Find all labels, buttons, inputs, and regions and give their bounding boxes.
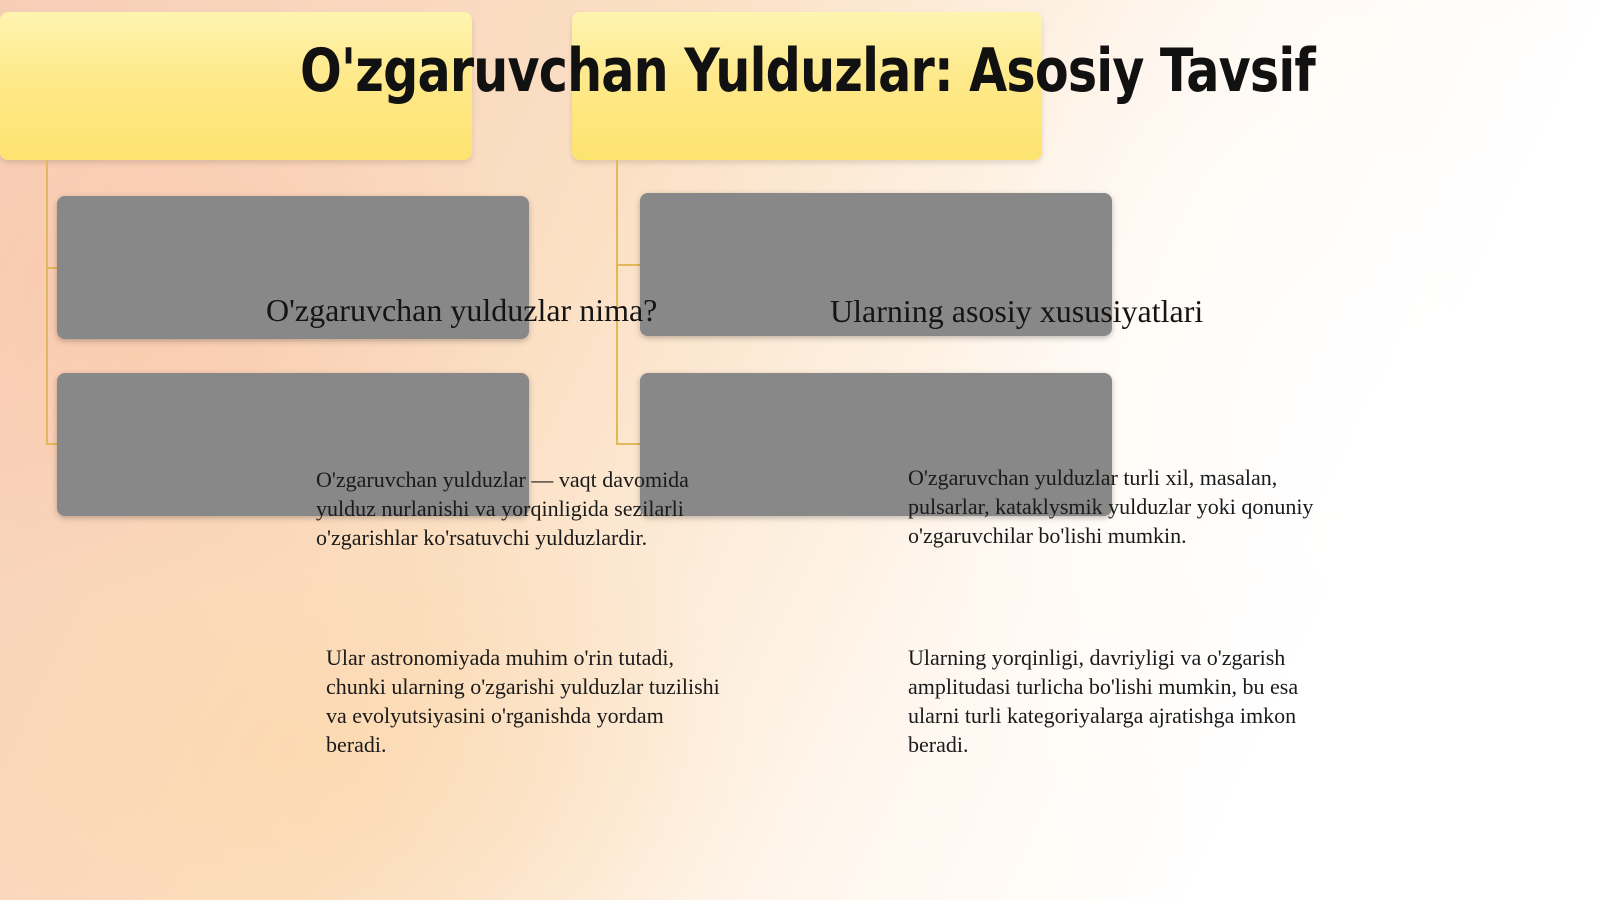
left-column-heading: O'zgaruvchan yulduzlar nima? xyxy=(266,292,658,328)
right-connector-branch-top xyxy=(616,264,640,266)
right-connector-branch-bottom xyxy=(616,443,640,445)
slide-title: O'zgaruvchan Yulduzlar: Asosiy Tavsif xyxy=(300,36,1316,106)
right-column-heading: Ularning asosiy xususiyatlari xyxy=(830,293,1204,329)
right-column-paragraph-2: Ularning yorqinligi, davriyligi va o'zgarish amplitudasi turlicha bo'lishi mumkin, bu esa ularni turli kategoriyalarga ajratishga imkon beradi. xyxy=(908,645,1299,757)
left-connector-vertical xyxy=(46,160,48,445)
left-column-paragraph-1: O'zgaruvchan yulduzlar — vaqt davomida yulduz nurlanishi va yorqinligida sezilarli o'zgarishlar ko'rsatuvchi yulduzlardir. xyxy=(316,467,689,550)
right-column-paragraph-1: O'zgaruvchan yulduzlar turli xil, masalan, pulsarlar, kataklysmik yulduzlar yoki qonuniy o'zgaruvchilar bo'lishi mumkin. xyxy=(908,465,1314,548)
left-column-paragraph-2: Ular astronomiyada muhim o'rin tutadi, chunki ularning o'zgarishi yulduzlar tuzilishi va evolyutsiyasini o'rganishda yordam beradi. xyxy=(326,645,720,757)
